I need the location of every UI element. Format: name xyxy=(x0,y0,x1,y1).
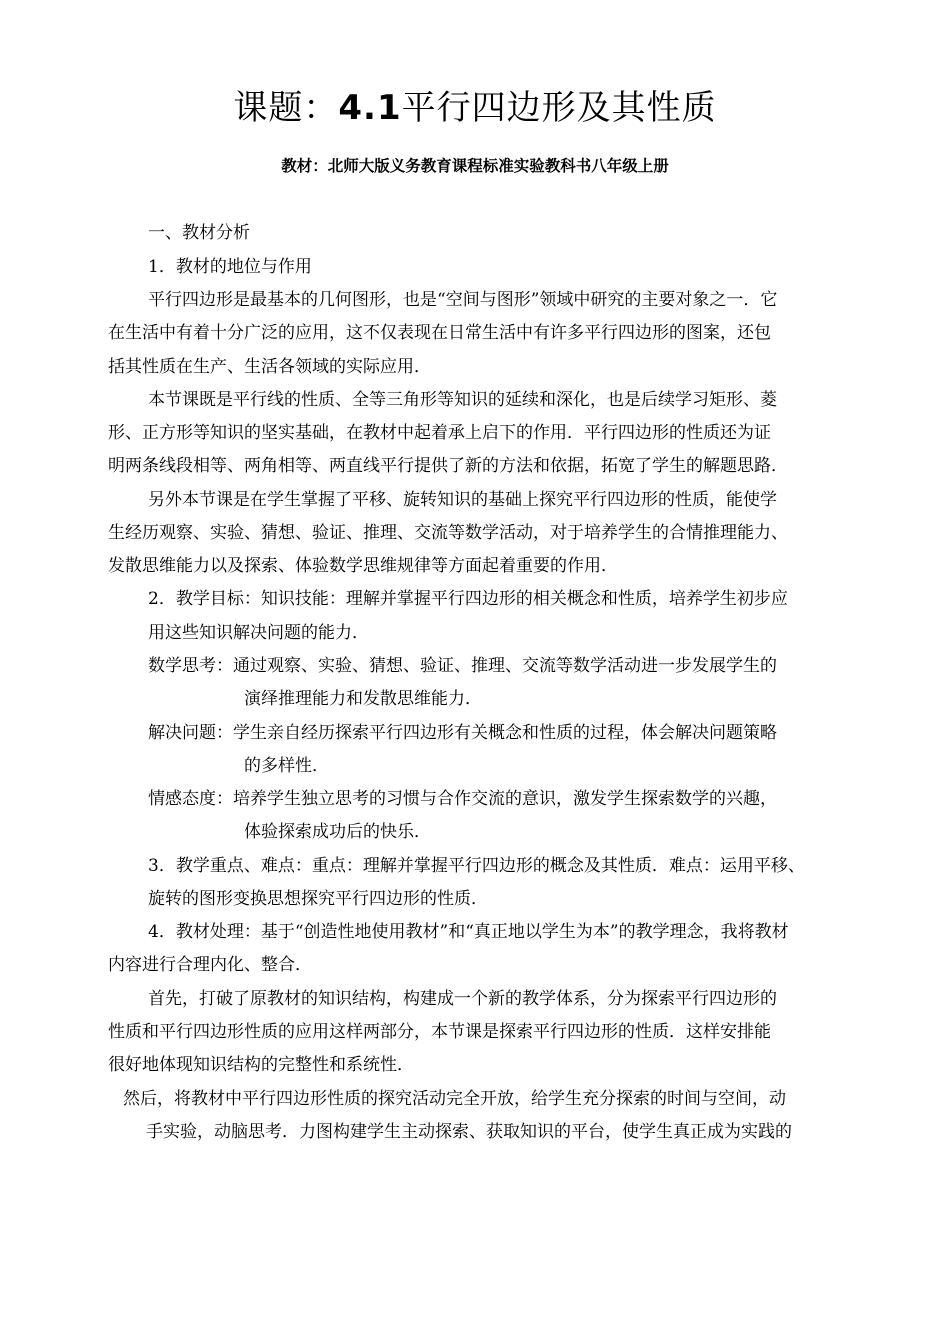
paragraph-line: 明两条线段相等、两角相等、两直线平行提供了新的方法和依据，拓宽了学生的解题思路． xyxy=(108,456,788,476)
paragraph-line: 形、正方形等知识的坚实基础，在教材中起着承上启下的作用．平行四边形的性质还为证 xyxy=(108,423,771,443)
paragraph-line: 数学思考：通过观察、实验、猜想、验证、推理、交流等数学活动进一步发展学生的 xyxy=(148,656,777,676)
paragraph-line: 手实验，动脑思考．力图构建学生主动探索、获取知识的平台，使学生真正成为实践的 xyxy=(146,1122,792,1142)
paragraph-line: 在生活中有着十分广泛的应用，这不仅表现在日常生活中有许多平行四边形的图案，还包 xyxy=(108,323,771,343)
page-title xyxy=(0,85,950,131)
paragraph-line: 3．教学重点、难点：重点：理解并掌握平行四边形的概念及其性质．难点：运用平移、 xyxy=(148,856,805,876)
paragraph-line: 首先，打破了原教材的知识结构，构建成一个新的教学体系，分为探索平行四边形的 xyxy=(148,989,777,1009)
title-text: 平行四边形及其性质 xyxy=(401,88,717,128)
paragraph-line: 性质和平行四边形性质的应用这样两部分，本节课是探索平行四边形的性质．这样安排能 xyxy=(108,1022,771,1042)
paragraph-line: 平行四边形是最基本的几何图形，也是“空间与图形”领域中研究的主要对象之一．它 xyxy=(148,290,778,310)
paragraph-line: 用这些知识解决问题的能力． xyxy=(148,623,369,643)
section-heading: 一、教材分析 xyxy=(148,223,250,243)
title-prefix: 课题： xyxy=(233,88,339,128)
paragraph-line: 括其性质在生产、生活各领域的实际应用． xyxy=(108,357,431,377)
paragraph-line: 另外本节课是在学生掌握了平移、旋转知识的基础上探究平行四边形的性质，能使学 xyxy=(148,490,777,510)
paragraph-line: 旋转的图形变换思想探究平行四边形的性质． xyxy=(148,889,488,909)
paragraph-line: 体验探索成功后的快乐． xyxy=(244,822,431,842)
textbook-subtitle: 教材：北师大版义务教育课程标准实验教科书八年级上册 xyxy=(281,157,669,175)
paragraph-line: 内容进行合理内化、整合． xyxy=(108,955,312,975)
paragraph-line: 情感态度：培养学生独立思考的习惯与合作交流的意识，激发学生探索数学的兴趣， xyxy=(148,789,777,809)
paragraph-line: 生经历观察、实验、猜想、验证、推理、交流等数学活动，对于培养学生的合情推理能力、 xyxy=(108,523,788,543)
paragraph-line: 然后，将教材中平行四边形性质的探究活动完全开放，给学生充分探索的时间与空间，动 xyxy=(123,1089,786,1109)
paragraph-line: 很好地体现知识结构的完整性和系统性． xyxy=(108,1055,414,1075)
subheading: 1．教材的地位与作用 xyxy=(148,257,312,277)
paragraph-line: 2．教学目标：知识技能：理解并掌握平行四边形的相关概念和性质，培养学生初步应 xyxy=(148,589,788,609)
paragraph-line: 4．教材处理：基于“创造性地使用教材”和“真正地以学生为本”的教学理念，我将教材 xyxy=(148,922,789,942)
paragraph-line: 发散思维能力以及探索、体验数学思维规律等方面起着重要的作用． xyxy=(108,556,618,576)
paragraph-line: 演绎推理能力和发散思维能力． xyxy=(244,689,482,709)
title-number: 4.1 xyxy=(338,88,402,128)
paragraph-line: 的多样性． xyxy=(244,756,329,776)
paragraph-line: 解决问题：学生亲自经历探索平行四边形有关概念和性质的过程，体会解决问题策略 xyxy=(148,723,777,743)
paragraph-line: 本节课既是平行线的性质、全等三角形等知识的延续和深化，也是后续学习矩形、菱 xyxy=(148,390,777,410)
